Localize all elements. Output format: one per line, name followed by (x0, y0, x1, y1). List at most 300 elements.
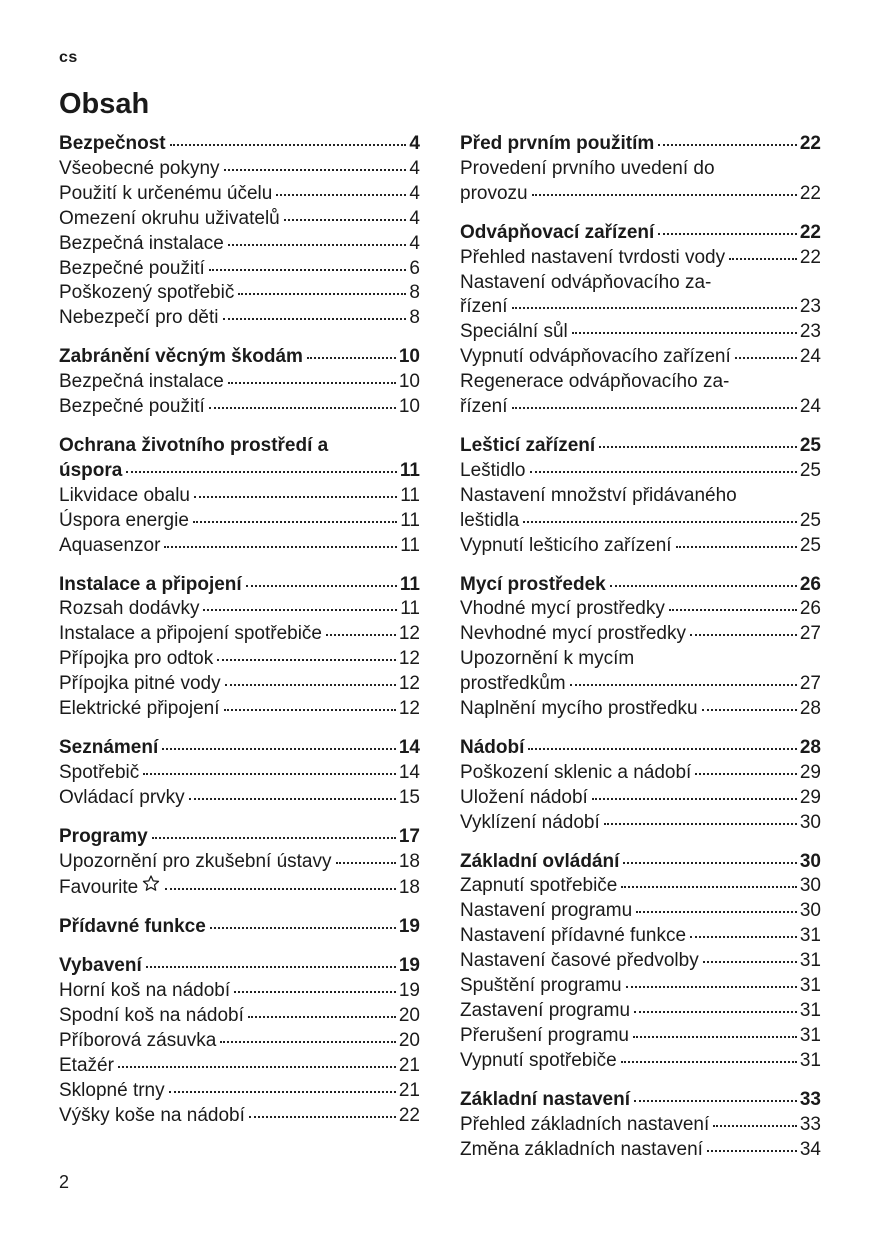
dot-leader (592, 797, 797, 800)
dot-leader (570, 683, 797, 686)
title-line-1: Nastavení odvápňovacího za- (460, 271, 712, 293)
dot-leader (189, 797, 396, 800)
dot-leader (729, 257, 797, 260)
page-ref: 11 (400, 484, 420, 506)
entry-title: Naplnění mycího prostředku (460, 698, 698, 720)
toc-section-heading[interactable] (59, 954, 420, 979)
dot-leader (169, 1090, 396, 1093)
dot-leader (246, 584, 397, 587)
toc-entry[interactable] (59, 1079, 420, 1104)
dot-leader (228, 381, 396, 384)
page-ref: 11 (400, 534, 420, 556)
dot-leader (702, 708, 797, 711)
toc-section-heading[interactable] (59, 736, 420, 761)
dot-leader (248, 1015, 396, 1018)
page-ref: 20 (398, 1005, 420, 1027)
toc-section (59, 915, 420, 940)
dot-leader (143, 772, 396, 775)
page-ref: 31 (799, 1049, 821, 1071)
dot-leader (164, 545, 397, 548)
entry-title: Vhodné mycí prostředky (460, 598, 665, 620)
toc-entry[interactable] (59, 306, 420, 331)
toc-entry[interactable] (59, 761, 420, 786)
section-title: Přídavné funkce (59, 916, 206, 938)
page-ref: 25 (799, 534, 821, 556)
dot-leader (224, 708, 396, 711)
entry-title: Úspora energie (59, 509, 189, 531)
dot-leader (336, 861, 396, 864)
page-ref: 22 (799, 246, 821, 268)
dot-leader (599, 445, 797, 448)
page-ref: 4 (409, 182, 420, 204)
page-ref: 21 (398, 1054, 420, 1076)
page-title: Obsah (59, 88, 150, 120)
entry-title: Spodní koš na nádobí (59, 1005, 244, 1027)
page-ref: 33 (799, 1113, 821, 1135)
dot-leader (636, 910, 797, 913)
toc-entry[interactable] (59, 395, 420, 420)
page-ref: 19 (398, 916, 420, 938)
page-ref: 20 (398, 1030, 420, 1051)
entry-title: Poškození sklenic a nádobí (460, 761, 692, 783)
page-ref: 14 (398, 736, 420, 758)
toc-entry[interactable] (460, 597, 821, 622)
entry-title: Vyklízení nádobí (460, 811, 600, 833)
toc-entry[interactable] (59, 1029, 420, 1054)
page-ref: 10 (398, 346, 420, 368)
page-ref: 22 (799, 182, 821, 204)
entry-title: Uložení nádobí (460, 786, 588, 808)
page-ref: 10 (398, 396, 420, 418)
entry-title: Bezpečná instalace (59, 371, 224, 393)
dot-leader (512, 306, 797, 309)
toc-entry[interactable] (59, 786, 420, 811)
dot-leader (203, 608, 397, 611)
entry-title: Příborová zásuvka (59, 1030, 217, 1051)
toc-entry[interactable] (460, 395, 821, 420)
toc-entry[interactable] (460, 295, 821, 320)
entry-title: Speciální sůl (460, 321, 568, 343)
page-ref: 21 (398, 1079, 420, 1101)
page-ref: 23 (799, 321, 821, 343)
page-ref: 27 (799, 673, 821, 695)
entry-title-line (460, 271, 821, 296)
entry-title: Omezení okruhu uživatelů (59, 207, 280, 229)
page-ref: 12 (398, 673, 420, 695)
section-title: Zabránění věcným škodám (59, 346, 303, 368)
toc-section-heading[interactable] (59, 573, 420, 598)
toc-entry[interactable] (460, 534, 821, 559)
title-line-1: Upozornění k mycím (460, 648, 635, 670)
title-line-1: Provedení prvního uvedení do (460, 157, 715, 179)
dot-leader (713, 1124, 797, 1127)
dot-leader (162, 747, 396, 750)
toc-entry[interactable] (59, 232, 420, 257)
dot-leader (610, 584, 797, 587)
toc-section-heading[interactable] (59, 459, 420, 484)
toc-entry[interactable] (59, 647, 420, 672)
page-ref: 31 (799, 1024, 821, 1046)
toc-section (59, 825, 420, 902)
toc-section-heading[interactable] (460, 850, 821, 875)
toc-entry[interactable] (460, 459, 821, 484)
dot-leader (512, 406, 797, 409)
page-ref: 11 (399, 459, 420, 481)
entry-title: Likvidace obalu (59, 484, 190, 506)
dot-leader (210, 926, 396, 929)
toc-entry[interactable] (460, 509, 821, 534)
page-ref: 17 (398, 825, 420, 847)
dot-leader (695, 772, 797, 775)
dot-leader (152, 836, 396, 839)
toc-section (59, 736, 420, 811)
page-ref: 30 (799, 900, 821, 922)
page-ref: 8 (409, 307, 420, 329)
toc-section (460, 221, 821, 420)
toc-section (59, 434, 420, 559)
toc-entry[interactable] (460, 622, 821, 647)
toc-entry[interactable] (460, 924, 821, 949)
dot-leader (658, 143, 797, 146)
dot-leader (220, 1040, 396, 1043)
dot-leader (126, 470, 397, 473)
section-title: Odvápňovací zařízení (460, 221, 655, 243)
toc-entry[interactable] (460, 1113, 821, 1138)
entry-title: Vypnutí lešticího zařízení (460, 534, 672, 556)
entry-title: Nastavení přídavné funkce (460, 925, 687, 947)
page-ref: 11 (399, 573, 420, 595)
entry-title: Zapnutí spotřebiče (460, 875, 618, 897)
page-ref: 12 (398, 698, 420, 720)
toc-entry[interactable] (59, 697, 420, 722)
page-ref: 31 (799, 1000, 821, 1021)
entry-title: Spuštění programu (460, 975, 622, 997)
entry-title: Vypnutí odvápňovacího zařízení (460, 346, 731, 368)
toc-entry[interactable] (460, 899, 821, 924)
section-title-line (59, 434, 420, 459)
toc-entry[interactable] (460, 949, 821, 974)
entry-title: Horní koš na nádobí (59, 980, 231, 1002)
dot-leader (633, 1035, 797, 1038)
section-title: Základní nastavení (460, 1088, 631, 1110)
dot-leader (676, 545, 797, 548)
page-ref: 10 (398, 371, 420, 393)
entry-title-line (460, 370, 821, 395)
page-ref: 31 (799, 925, 821, 947)
dot-leader (621, 1060, 797, 1063)
toc-entry[interactable] (59, 182, 420, 207)
toc-section (460, 736, 821, 836)
section-title: Základní ovládání (460, 850, 620, 872)
entry-title: Elektrické připojení (59, 698, 220, 720)
toc-section (59, 345, 420, 420)
page-ref: 4 (409, 232, 420, 254)
page-ref: 12 (398, 623, 420, 645)
dot-leader (523, 520, 797, 523)
entry-title: Přehled základních nastavení (460, 1113, 710, 1135)
toc-section (59, 132, 420, 331)
dot-leader (626, 985, 797, 988)
toc-entry[interactable] (460, 1049, 821, 1074)
toc-entry[interactable] (59, 979, 420, 1004)
entry-title: Bezpečné použití (59, 257, 205, 279)
title-line-1: Nastavení množství přidávaného (460, 484, 737, 506)
page-ref: 26 (799, 598, 821, 620)
page-ref: 25 (799, 459, 821, 481)
toc-entry[interactable] (59, 1054, 420, 1079)
toc-entry[interactable] (59, 484, 420, 509)
toc-entry[interactable] (59, 509, 420, 534)
toc-entry[interactable] (59, 207, 420, 232)
dot-leader (735, 356, 797, 359)
page-ref: 25 (799, 509, 821, 531)
dot-leader (284, 218, 407, 221)
dot-leader (307, 356, 396, 359)
dot-leader (690, 633, 797, 636)
section-title: Seznámení (59, 736, 159, 758)
entry-title: Použití k určenému účelu (59, 182, 273, 204)
entry-title: Nebezpečí pro děti (59, 307, 219, 329)
toc-entry[interactable] (59, 1104, 420, 1129)
dot-leader (634, 1010, 797, 1013)
dot-leader (165, 887, 396, 890)
toc-entry[interactable] (460, 811, 821, 836)
toc-section (460, 850, 821, 1074)
entry-title-line (460, 157, 821, 182)
toc-entry[interactable] (59, 257, 420, 282)
dot-leader (572, 331, 797, 334)
page-ref: 11 (400, 509, 420, 531)
section-title: Mycí prostředek (460, 573, 606, 595)
page-ref: 31 (799, 950, 821, 972)
title-line-1: Ochrana životního prostředí a (59, 434, 329, 456)
toc-entry[interactable] (59, 534, 420, 559)
toc-entry[interactable] (460, 974, 821, 999)
page-ref: 19 (398, 980, 420, 1002)
toc-entry[interactable] (460, 246, 821, 271)
dot-leader (634, 1099, 797, 1102)
dot-leader (146, 965, 396, 968)
entry-title: Sklopné trny (59, 1079, 165, 1101)
page-ref: 24 (799, 396, 821, 418)
entry-title: Přerušení programu (460, 1024, 629, 1046)
toc-entry[interactable] (460, 761, 821, 786)
dot-leader (690, 935, 797, 938)
toc-section-heading[interactable] (460, 1088, 821, 1113)
page-ref: 22 (799, 221, 821, 243)
toc-entry[interactable] (460, 320, 821, 345)
entry-title: Bezpečná instalace (59, 232, 224, 254)
entry-title: leštidla (460, 509, 520, 531)
dot-leader (623, 861, 796, 864)
entry-title: Aquasenzor (59, 534, 161, 556)
dot-leader (170, 143, 407, 146)
entry-title: Etažér (59, 1054, 114, 1076)
dot-leader (225, 683, 396, 686)
dot-leader (193, 520, 397, 523)
page-ref: 18 (398, 877, 420, 899)
entry-title: Rozsah dodávky (59, 598, 200, 620)
toc-entry[interactable] (460, 1138, 821, 1163)
toc-entry[interactable] (59, 874, 420, 901)
entry-title: Ovládací prvky (59, 786, 185, 808)
toc-column-right (460, 132, 821, 1176)
toc-entry[interactable] (59, 672, 420, 697)
language-code: cs (59, 49, 78, 66)
entry-title: provozu (460, 182, 528, 204)
entry-title-line (460, 647, 821, 672)
page-ref: 30 (799, 811, 821, 833)
page-ref: 26 (799, 573, 821, 595)
page-ref: 30 (799, 850, 821, 872)
toc-entry[interactable] (59, 1004, 420, 1029)
toc-entry[interactable] (59, 157, 420, 182)
entry-title: Přípojka pro odtok (59, 648, 214, 670)
entry-title: Nevhodné mycí prostředky (460, 623, 686, 645)
section-title: Vybavení (59, 955, 142, 977)
toc-section (59, 573, 420, 722)
toc-column-left (59, 132, 420, 1143)
toc-section-heading[interactable] (460, 736, 821, 761)
dot-leader (234, 990, 396, 993)
toc-section-heading[interactable] (59, 132, 420, 157)
page-ref: 15 (398, 786, 420, 808)
page-ref: 30 (799, 875, 821, 897)
dot-leader (209, 406, 396, 409)
title-line-1: Regenerace odvápňovacího za- (460, 371, 730, 393)
dot-leader (658, 232, 797, 235)
page-ref: 23 (799, 296, 821, 318)
toc-entry[interactable] (460, 182, 821, 207)
entry-title: Výšky koše na nádobí (59, 1104, 245, 1126)
toc-entry[interactable] (460, 1024, 821, 1049)
toc-section-heading[interactable] (460, 434, 821, 459)
entry-title: Favourite (59, 877, 139, 899)
toc-entry[interactable] (460, 697, 821, 722)
toc-section-heading[interactable] (59, 825, 420, 850)
page-ref: 33 (799, 1088, 821, 1110)
toc-entry[interactable] (460, 786, 821, 811)
section-title: Lešticí zařízení (460, 434, 596, 456)
entry-title: Instalace a připojení spotřebiče (59, 623, 322, 645)
section-title: Nádobí (460, 736, 525, 758)
page-ref: 34 (799, 1138, 821, 1160)
entry-title-line (460, 484, 821, 509)
toc-section-heading[interactable] (59, 345, 420, 370)
entry-title: řízení (460, 296, 508, 318)
toc-entry[interactable] (460, 345, 821, 370)
entry-title: Změna základních nastavení (460, 1138, 703, 1160)
page-ref: 18 (398, 850, 420, 872)
entry-title: Leštidlo (460, 459, 526, 481)
page-ref: 4 (409, 133, 420, 154)
entry-title: řízení (460, 396, 508, 418)
page-ref: 28 (799, 736, 821, 758)
toc-entry[interactable] (460, 672, 821, 697)
toc-section-heading[interactable] (59, 915, 420, 940)
toc-entry[interactable] (59, 622, 420, 647)
entry-title: Nastavení časové předvolby (460, 950, 699, 972)
section-title: Bezpečnost (59, 133, 166, 154)
toc-entry[interactable] (59, 850, 420, 875)
toc-entry[interactable] (460, 999, 821, 1024)
section-title: Před prvním použitím (460, 133, 655, 154)
dot-leader (249, 1115, 396, 1118)
page-ref: 4 (409, 157, 420, 179)
toc-section (460, 132, 821, 207)
toc-section-heading[interactable] (460, 221, 821, 246)
toc-section-heading[interactable] (460, 132, 821, 157)
dot-leader (118, 1065, 396, 1068)
page-ref: 24 (799, 346, 821, 368)
dot-leader (217, 658, 396, 661)
page-ref: 12 (398, 648, 420, 670)
page-ref: 11 (400, 598, 420, 620)
dot-leader (669, 608, 797, 611)
dot-leader (209, 268, 407, 271)
entry-title: prostředkům (460, 673, 566, 695)
star-icon (141, 874, 161, 901)
page-ref: 29 (799, 786, 821, 808)
dot-leader (528, 747, 796, 750)
dot-leader (530, 470, 797, 473)
dot-leader (276, 193, 406, 196)
dot-leader (238, 292, 406, 295)
dot-leader (228, 243, 407, 246)
toc-entry[interactable] (59, 281, 420, 306)
dot-leader (532, 193, 797, 196)
toc-section (460, 573, 821, 722)
entry-title: Vypnutí spotřebiče (460, 1049, 617, 1071)
dot-leader (224, 168, 407, 171)
page-ref: 14 (398, 761, 420, 783)
toc-section-heading[interactable] (460, 573, 821, 598)
entry-title: Nastavení programu (460, 900, 633, 922)
dot-leader (223, 317, 407, 320)
entry-title: Přehled nastavení tvrdosti vody (460, 246, 726, 268)
dot-leader (194, 495, 397, 498)
dot-leader (703, 960, 797, 963)
entry-title: Bezpečné použití (59, 396, 205, 418)
page-ref: 28 (799, 698, 821, 720)
page-ref: 22 (799, 133, 821, 154)
page-ref: 8 (409, 282, 420, 304)
toc-section (460, 1088, 821, 1163)
entry-title: Zastavení programu (460, 1000, 631, 1021)
toc-entry[interactable] (59, 370, 420, 395)
toc-entry[interactable] (59, 597, 420, 622)
dot-leader (621, 885, 796, 888)
entry-title: Všeobecné pokyny (59, 157, 220, 179)
page-ref: 31 (799, 975, 821, 997)
section-title: úspora (59, 459, 123, 481)
page-ref: 4 (409, 207, 420, 229)
page-ref: 6 (409, 257, 420, 279)
page-ref: 27 (799, 623, 821, 645)
entry-title: Spotřebič (59, 761, 140, 783)
page-number: 2 (59, 1172, 70, 1192)
dot-leader (604, 822, 797, 825)
dot-leader (707, 1149, 797, 1152)
page-ref: 19 (398, 955, 420, 977)
page-ref: 22 (398, 1104, 420, 1126)
toc-section (59, 954, 420, 1128)
entry-title: Poškozený spotřebič (59, 282, 235, 304)
page-ref: 29 (799, 761, 821, 783)
toc-section (460, 434, 821, 559)
dot-leader (326, 633, 396, 636)
toc-entry[interactable] (460, 874, 821, 899)
